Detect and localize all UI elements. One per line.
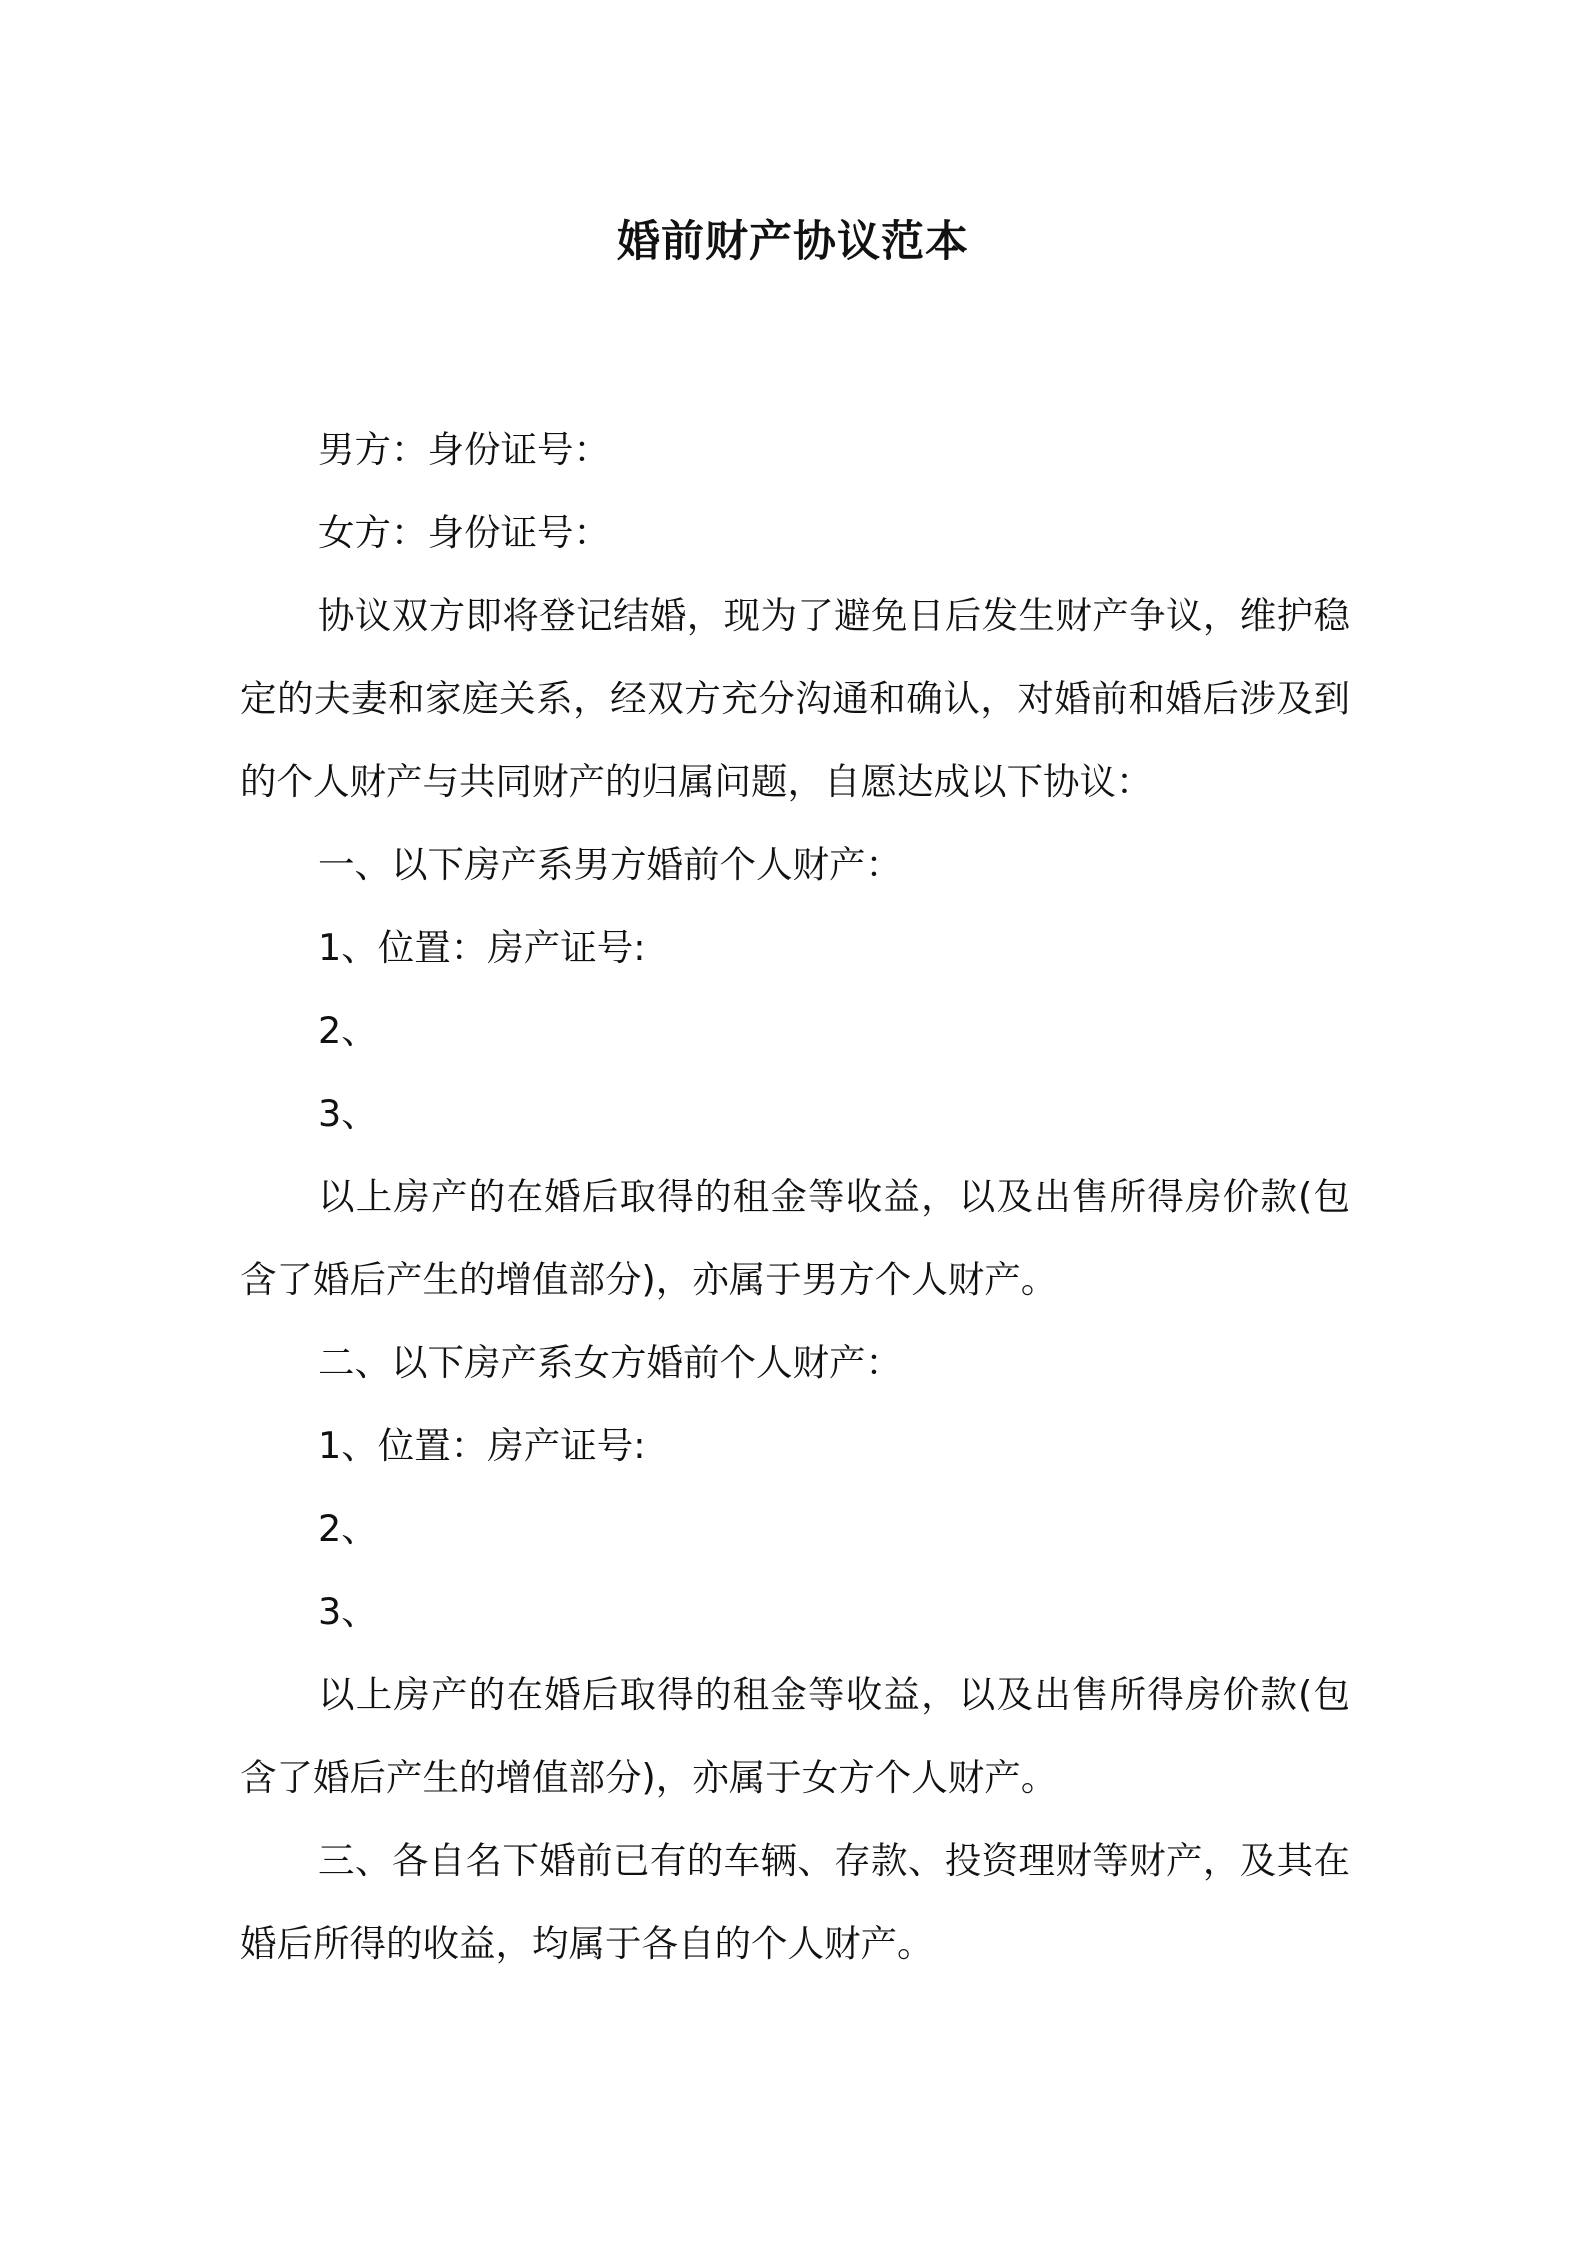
section3-paragraph: 三、各自名下婚前已有的车辆、存款、投资理财等财产，及其在婚后所得的收益，均属于各自的个人财产。 bbox=[240, 1839, 1350, 1965]
section2-item-1: 1、位置：房产证号: bbox=[318, 1424, 646, 1467]
section2-item-3: 3、 bbox=[318, 1590, 378, 1633]
section1-heading: 一、以下房产系男方婚前个人财产： bbox=[318, 843, 902, 886]
section2-item-2: 2、 bbox=[318, 1507, 378, 1550]
preamble-paragraph: 协议双方即将登记结婚，现为了避免日后发生财产争议，维护稳定的夫妻和家庭关系，经双方充分沟通和确认，对婚前和婚后涉及到的个人财产与共同财产的归属问题，自愿达成以下协议： bbox=[240, 594, 1350, 803]
male-party-line: 男方：身份证号： bbox=[318, 428, 610, 471]
document-body bbox=[240, 408, 1350, 1985]
section1-item-1: 1、位置：房产证号: bbox=[318, 926, 646, 969]
section1-note: 以上房产的在婚后取得的租金等收益，以及出售所得房价款(包含了婚后产生的增值部分)，亦属于男方个人财产。 bbox=[240, 1175, 1350, 1301]
document-title: 婚前财产协议范本 bbox=[617, 217, 969, 267]
section2-heading: 二、以下房产系女方婚前个人财产： bbox=[318, 1341, 902, 1384]
section2-note: 以上房产的在婚后取得的租金等收益，以及出售所得房价款(包含了婚后产生的增值部分)，亦属于女方个人财产。 bbox=[240, 1673, 1350, 1799]
section1-item-3: 3、 bbox=[318, 1092, 378, 1135]
female-party-line: 女方：身份证号： bbox=[318, 511, 610, 554]
section1-item-2: 2、 bbox=[318, 1009, 378, 1052]
